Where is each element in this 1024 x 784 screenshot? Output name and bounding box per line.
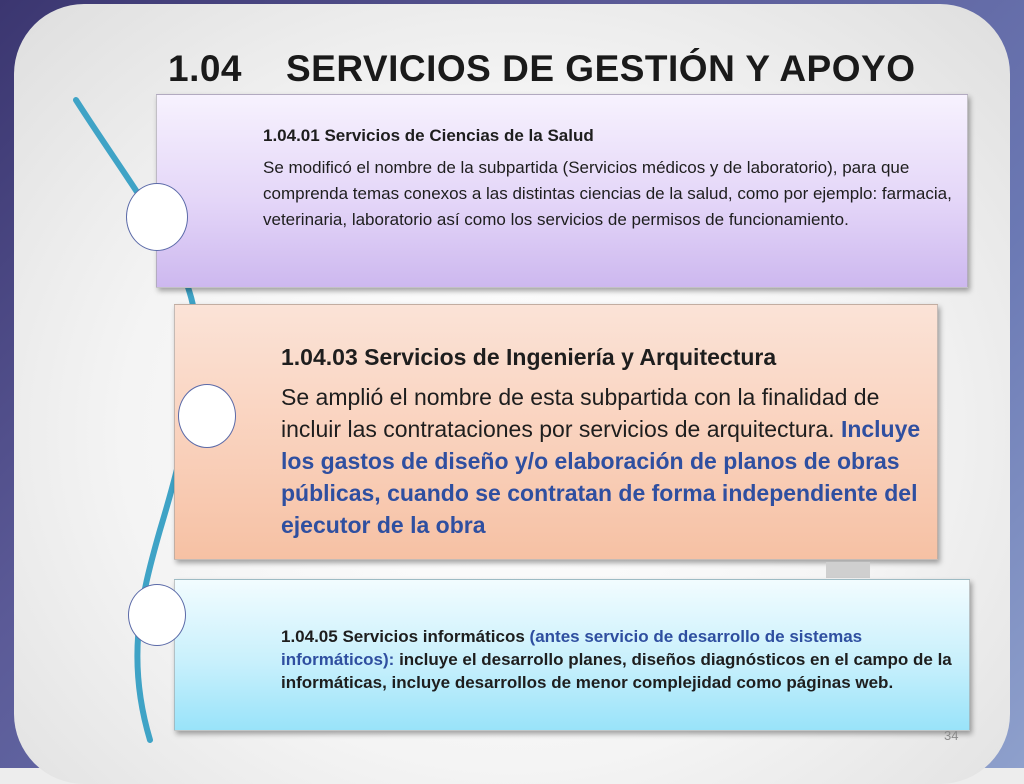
section-heading: 1.04.05 Servicios informáticos: [281, 627, 525, 646]
title-text: SERVICIOS DE GESTIÓN Y APOYO: [286, 48, 916, 89]
page-number: 34: [944, 728, 959, 743]
title-number: 1.04: [168, 48, 243, 89]
section-body-wrapper: [281, 381, 921, 541]
section-highlight: Incluye los gastos de diseño y/o elaboración de planos de obras públicas, cuando se contratan de forma independiente del ejecutor de la obra: [281, 416, 921, 538]
section-note: (antes servicio de desarrollo de sistemas informáticos):: [281, 627, 863, 669]
section-card-salud: [156, 94, 968, 288]
timeline-node-circle: [126, 183, 188, 251]
section-body: Se amplió el nombre de esta subpartida con la finalidad de incluir las contrataciones por servicios de arquitectura.: [281, 384, 880, 442]
section-heading: 1.04.01 Servicios de Ciencias de la Salud: [263, 126, 594, 145]
decorative-rect: [826, 562, 870, 578]
section-card-ingenieria: [174, 304, 938, 560]
page-title: [168, 48, 928, 98]
section-heading: 1.04.03 Servicios de Ingeniería y Arquitectura: [281, 344, 777, 370]
section-body: Se modificó el nombre de la subpartida (Servicios médicos y de laboratorio), para que comprenda temas conexos a las distintas ciencias de la salud, como por ejemplo: farmacia, veterinaria, laboratorio así como los servicios de permisos de funcionamiento.: [263, 158, 952, 229]
timeline-node-circle: [128, 584, 186, 646]
section-body: incluye el desarrollo planes, diseños diagnósticos en el campo de la informáticas, incluye desarrollos de menor complejidad como páginas web.: [281, 650, 952, 692]
section-card-informaticos: [174, 579, 970, 731]
timeline-node-circle: [178, 384, 236, 448]
